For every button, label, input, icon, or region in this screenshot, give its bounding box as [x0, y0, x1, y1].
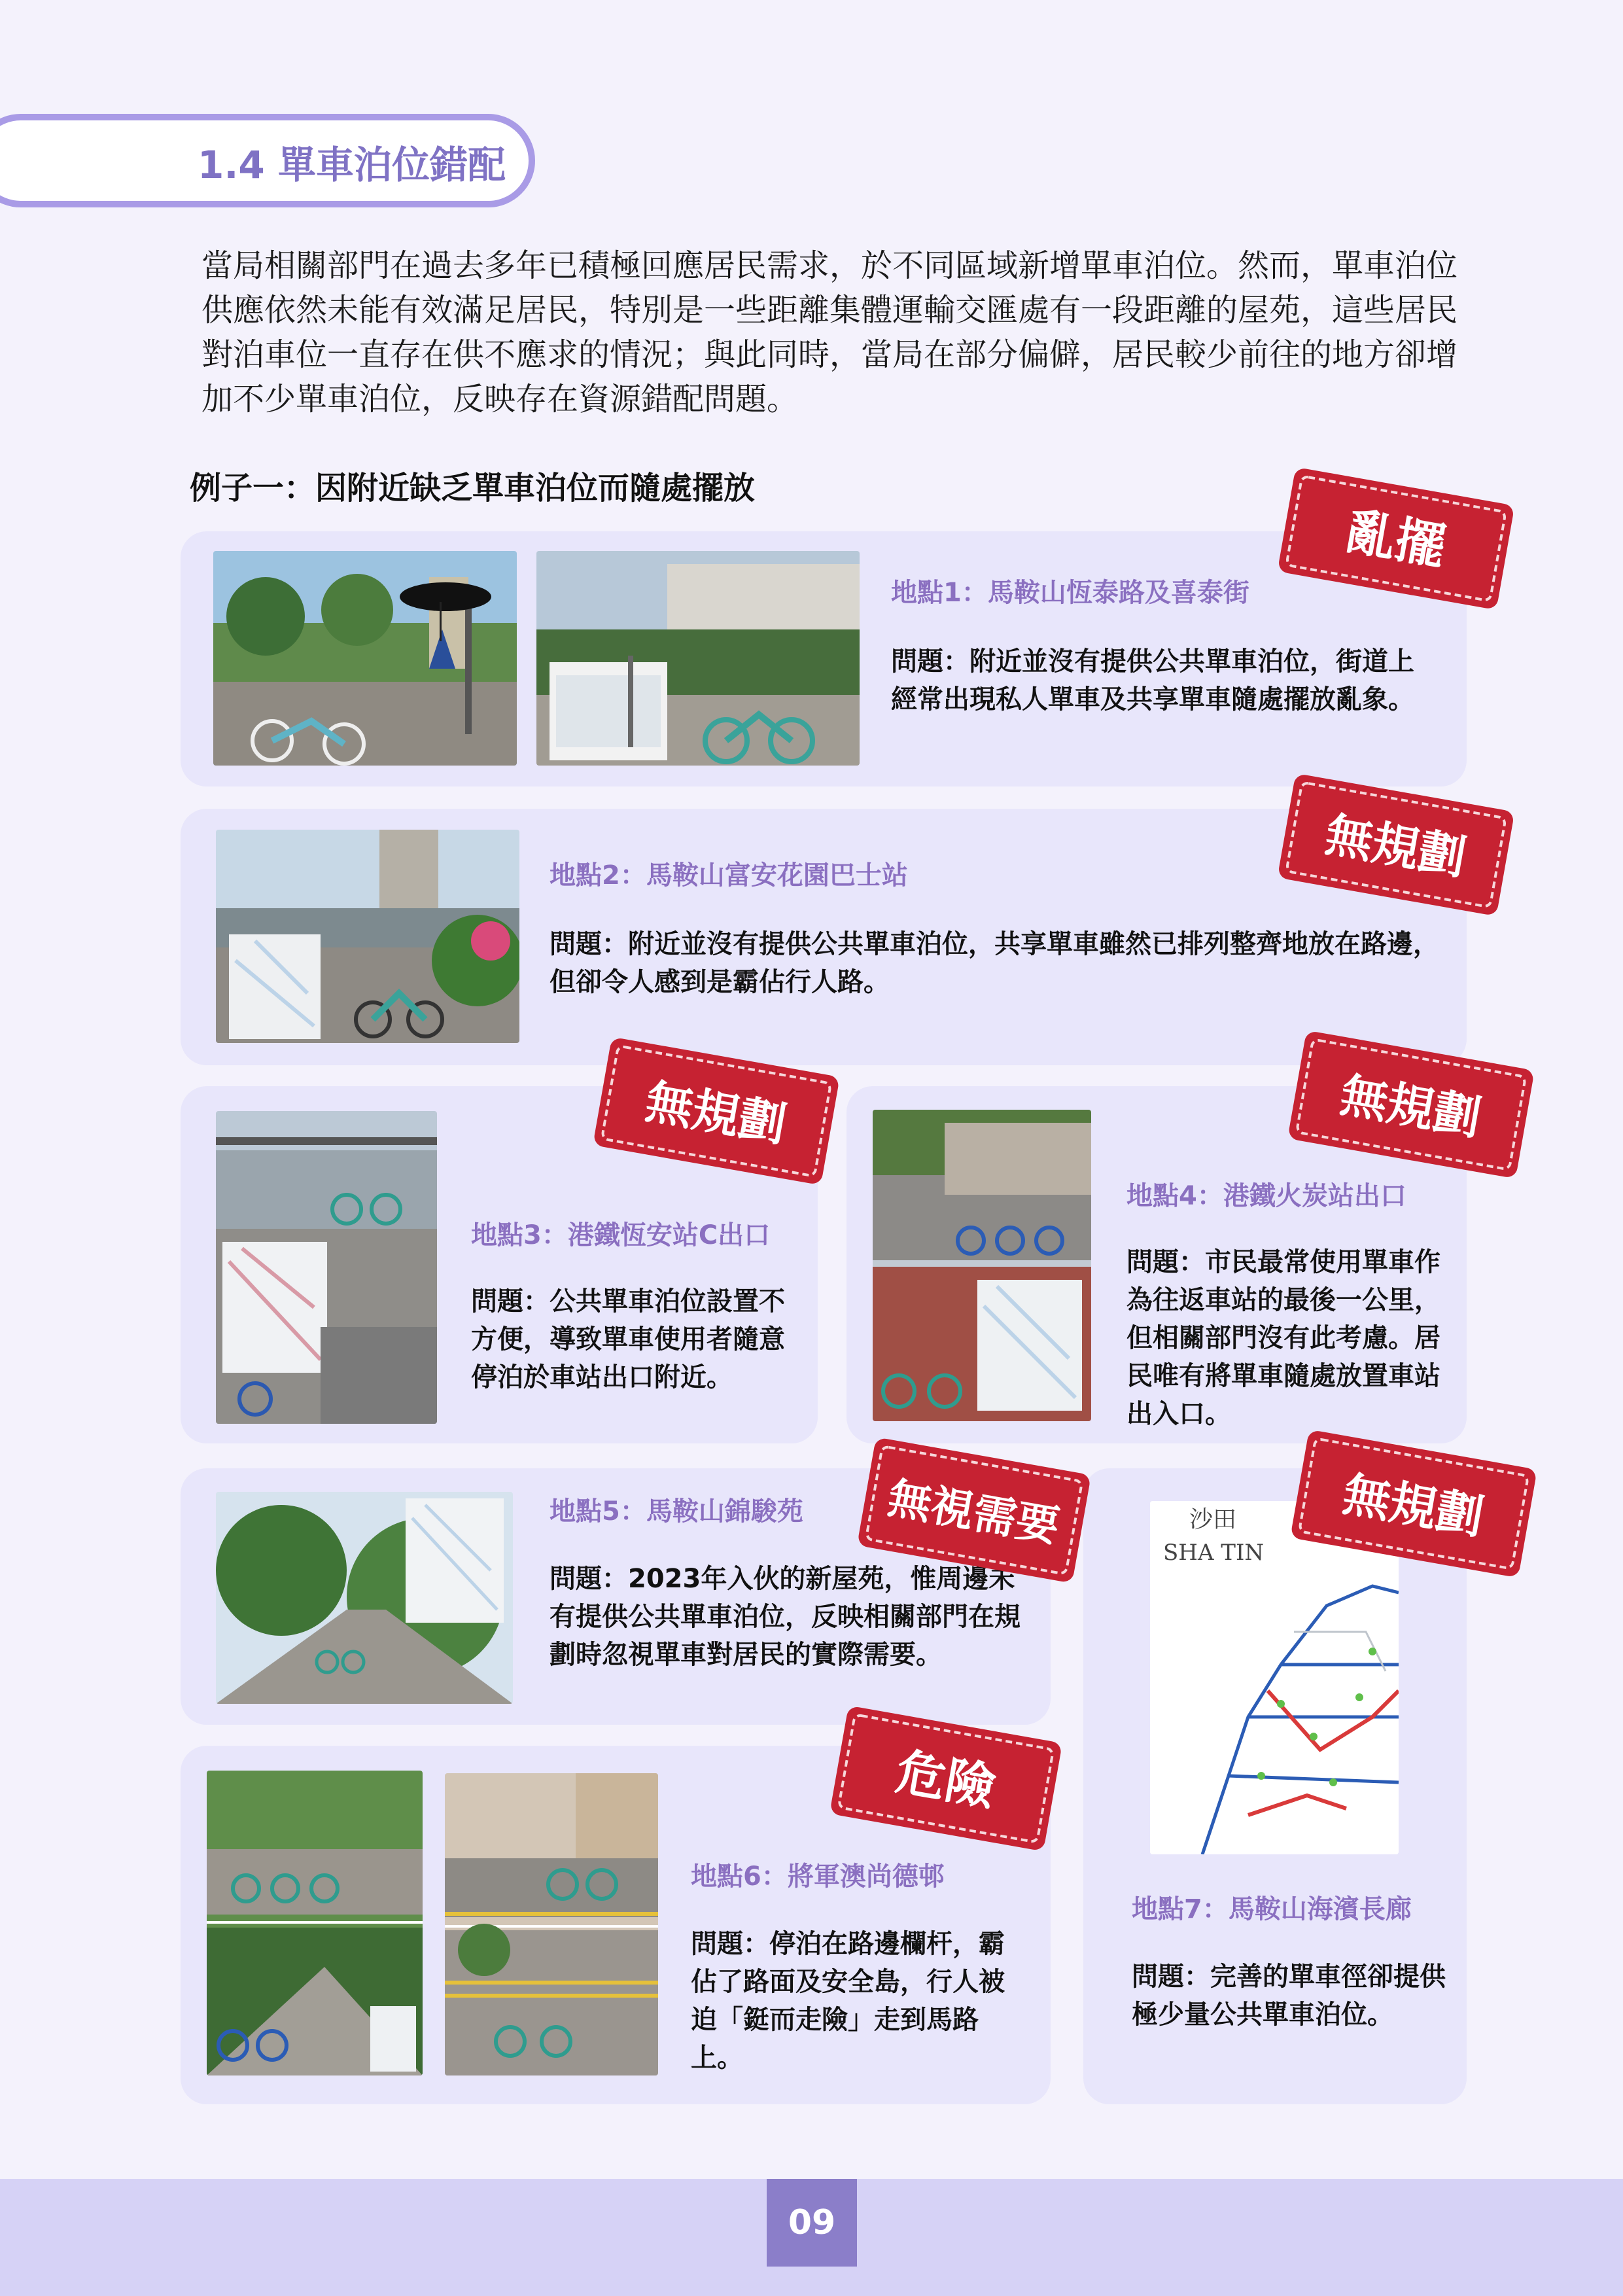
svg-text:危險: 危險 — [892, 1742, 1000, 1817]
case-1-issue: 問題：附近並沒有提供公共單車泊位，街道上經常出現私人單車及共享單車隨處擺放亂象。 — [891, 646, 1414, 715]
case-5-photo — [216, 1492, 513, 1704]
case-3-issue: 問題：公共單車泊位設置不方便，導致單車使用者隨意停泊於車站出口附近。 — [471, 1286, 785, 1392]
section-title: 1.4 單車泊位錯配 — [198, 143, 506, 187]
case-4-issue: 問題：市民最常使用單車作為往返車站的最後一公里，但相關部門沒有此考慮。居民唯有將單車隨處放置車站出入口。 — [1126, 1247, 1440, 1429]
case-2-location: 地點2：馬鞍山富安花園巴士站 — [550, 860, 908, 891]
case-7-map-title-zh: 沙田 — [1189, 1506, 1237, 1533]
svg-text:無視需要: 無視需要 — [884, 1472, 1064, 1553]
case-6-location: 地點6：將軍澳尚德邨 — [691, 1862, 945, 1892]
case-6-photo-a — [207, 1771, 423, 2075]
svg-text:無規劃: 無規劃 — [1338, 1466, 1488, 1545]
intro-paragraph: 當局相關部門在過去多年已積極回應居民需求，於不同區域新增單車泊位。然而，單車泊位供應依然未能有效滿足居民，特別是一些距離集體運輸交匯處有一段距離的屋苑，這些居民對泊車位一直存在供不應求的情況；與此同時，當局在部分偏僻，居民較少前往的地方卻增加不少單車泊位，反映存在資源錯配問題。 — [201, 247, 1458, 417]
case-6-photo-b — [445, 1773, 658, 2075]
case-3-photo — [216, 1111, 437, 1424]
case-4-location: 地點4：港鐵火炭站出口 — [1126, 1181, 1406, 1211]
case-2-issue: 問題：附近並沒有提供公共單車泊位，共享單車雖然已排列整齊地放在路邊，但卻令人感到是霸佔行人路。 — [550, 929, 1439, 997]
case-1-photo-b — [536, 551, 860, 766]
svg-text:無規劃: 無規劃 — [1321, 806, 1471, 886]
case-5-location: 地點5：馬鞍山錦駿苑 — [550, 1496, 803, 1527]
case-7-location: 地點7：馬鞍山海濱長廊 — [1132, 1894, 1412, 1924]
case-4-photo — [873, 1110, 1091, 1421]
case-2-photo — [216, 830, 519, 1043]
svg-text:亂擺: 亂擺 — [1342, 501, 1450, 576]
case-7-map-title-en: SHA TIN — [1163, 1540, 1265, 1566]
svg-text:無規劃: 無規劃 — [641, 1073, 791, 1153]
case-1-location: 地點1：馬鞍山恆泰路及喜泰街 — [891, 578, 1249, 608]
case-7-issue: 問題：完善的單車徑卻提供極少量公共單車泊位。 — [1132, 1962, 1446, 2030]
page-number: 09 — [767, 2179, 857, 2267]
case-6-issue: 問題：停泊在路邊欄杆，霸佔了路面及安全島，行人被迫「鋌而走險」走到馬路上。 — [691, 1929, 1005, 2073]
case-1-photo-a — [213, 551, 517, 766]
example-title: 例子一：因附近缺乏單車泊位而隨處擺放 — [190, 470, 756, 506]
case-7-map — [1150, 1501, 1399, 1854]
case-3-location: 地點3：港鐵恆安站C出口 — [471, 1220, 771, 1250]
svg-text:無規劃: 無規劃 — [1336, 1067, 1486, 1146]
case-5-issue: 問題：2023年入伙的新屋苑，惟周邊未有提供公共單車泊位，反映相關部門在規劃時忽視單車對居民的實際需要。 — [550, 1564, 1021, 1670]
